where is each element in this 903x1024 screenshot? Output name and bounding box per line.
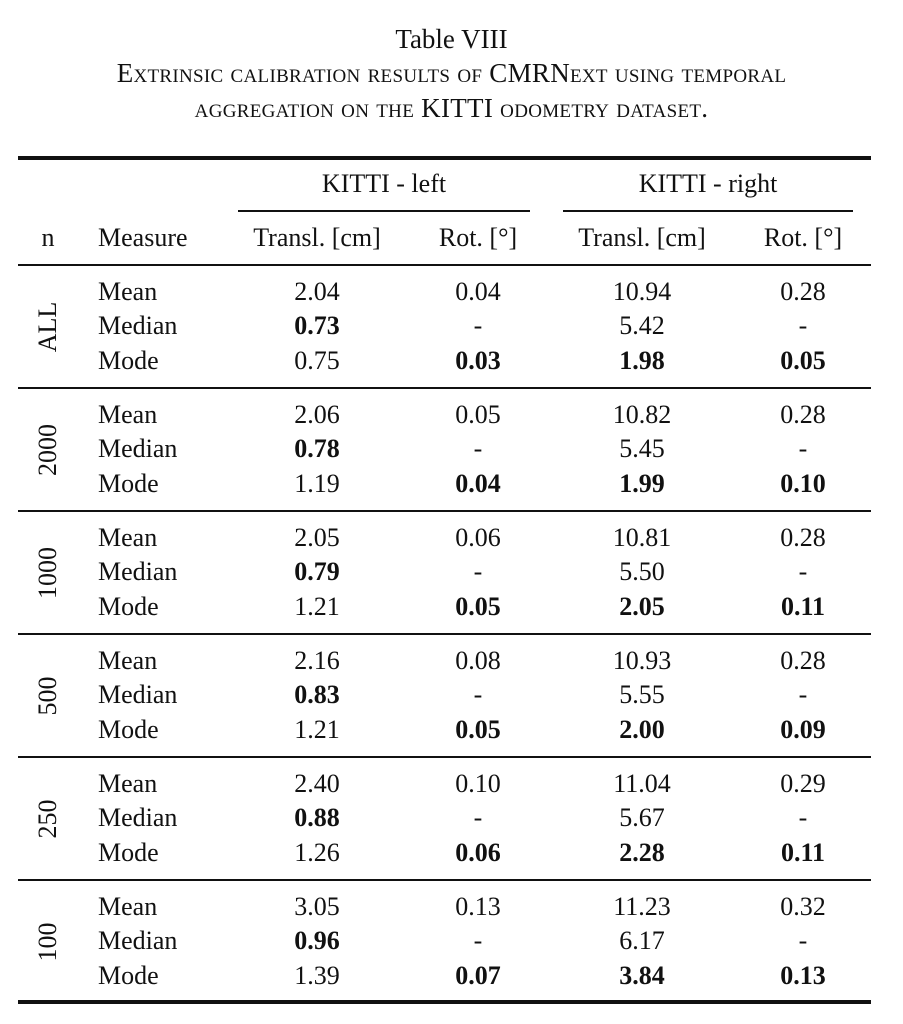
table-cell: 11.04 bbox=[613, 769, 671, 798]
measure-cell: Median bbox=[98, 803, 178, 832]
table-cell-best: 0.05 bbox=[455, 715, 501, 744]
group-n-label: 1000 bbox=[33, 547, 62, 599]
table-cell: 2.16 bbox=[294, 646, 340, 675]
table-cell: 2.40 bbox=[294, 769, 340, 798]
table-cell-best: 0.03 bbox=[455, 346, 501, 375]
table-cell: 10.82 bbox=[612, 400, 672, 429]
table-cell: 5.42 bbox=[619, 311, 665, 340]
header-col-transl-right: Transl. [cm] bbox=[578, 223, 706, 252]
table-cell: 11.23 bbox=[613, 892, 671, 921]
table-group bbox=[0, 266, 903, 388]
measure-cell: Median bbox=[98, 926, 178, 955]
header-group-kitti-left: KITTI - left bbox=[321, 169, 447, 198]
table-caption-line-2: aggregation on the KITTI odometry dataset. bbox=[194, 93, 709, 123]
table-cell-best: 0.10 bbox=[780, 469, 826, 498]
table-cell: 5.55 bbox=[619, 680, 665, 709]
table-cell: 0.28 bbox=[780, 646, 826, 675]
table-cell: 1.21 bbox=[294, 715, 340, 744]
table-cell: 3.05 bbox=[294, 892, 340, 921]
header-col-measure: Measure bbox=[98, 223, 188, 252]
table-cell: 0.75 bbox=[294, 346, 340, 375]
table-cell: - bbox=[798, 680, 808, 709]
table-cell: 10.81 bbox=[612, 523, 672, 552]
table-cell: 0.28 bbox=[780, 523, 826, 552]
group-n-label: ALL bbox=[33, 301, 62, 353]
header-col-rot-left: Rot. [°] bbox=[438, 223, 518, 252]
table-cell: 1.39 bbox=[294, 961, 340, 990]
table-label: Table VIII bbox=[395, 24, 508, 54]
group-n-label: 2000 bbox=[33, 424, 62, 476]
table-cell: 5.45 bbox=[619, 434, 665, 463]
header-col-transl-left: Transl. [cm] bbox=[253, 223, 381, 252]
table-cell-best: 0.13 bbox=[780, 961, 826, 990]
measure-cell: Median bbox=[98, 434, 178, 463]
table-cell-best: 2.28 bbox=[619, 838, 665, 867]
header-col-n: n bbox=[41, 223, 55, 252]
table-cell: - bbox=[798, 926, 808, 955]
table-cell: - bbox=[798, 557, 808, 586]
group-n-label: 250 bbox=[33, 799, 62, 839]
table-cell-best: 1.98 bbox=[619, 346, 665, 375]
table-bottom-rule bbox=[18, 1000, 871, 1004]
measure-cell: Mean bbox=[98, 646, 158, 675]
table-cell-best: 1.99 bbox=[619, 469, 665, 498]
table-cell: 6.17 bbox=[619, 926, 665, 955]
header-cmidrule-left bbox=[238, 210, 530, 212]
measure-cell: Mean bbox=[98, 277, 158, 306]
table-cell: 2.04 bbox=[294, 277, 340, 306]
table-cell-best: 0.09 bbox=[780, 715, 826, 744]
header-group-kitti-right: KITTI - right bbox=[638, 169, 778, 198]
group-n-label: 100 bbox=[33, 922, 62, 962]
table-group bbox=[0, 635, 903, 757]
table-cell: 2.06 bbox=[294, 400, 340, 429]
measure-cell: Mode bbox=[98, 838, 159, 867]
table-group bbox=[0, 758, 903, 880]
table-cell: 5.67 bbox=[619, 803, 665, 832]
header-col-rot-right: Rot. [°] bbox=[763, 223, 843, 252]
table-cell: 1.26 bbox=[294, 838, 340, 867]
measure-cell: Mean bbox=[98, 892, 158, 921]
table-cell: 0.04 bbox=[455, 277, 501, 306]
table-top-rule bbox=[18, 156, 871, 160]
table-cell: 10.93 bbox=[612, 646, 672, 675]
table-cell: - bbox=[473, 311, 483, 340]
table-cell: - bbox=[473, 926, 483, 955]
table-cell: 0.29 bbox=[780, 769, 826, 798]
table-cell: - bbox=[473, 557, 483, 586]
measure-cell: Mode bbox=[98, 469, 159, 498]
table-caption-line-1: Extrinsic calibration results of CMRNext using temporal bbox=[116, 58, 787, 88]
table-cell-best: 0.07 bbox=[455, 961, 501, 990]
table-cell-best: 0.05 bbox=[780, 346, 826, 375]
table-cell: 0.28 bbox=[780, 400, 826, 429]
table-group bbox=[0, 389, 903, 511]
table-cell: - bbox=[798, 803, 808, 832]
table-group bbox=[0, 512, 903, 634]
measure-cell: Mode bbox=[98, 715, 159, 744]
table-cell: - bbox=[473, 680, 483, 709]
table-cell: 5.50 bbox=[619, 557, 665, 586]
table-cell-best: 0.96 bbox=[294, 926, 340, 955]
measure-cell: Mode bbox=[98, 961, 159, 990]
table-cell: 1.19 bbox=[294, 469, 340, 498]
measure-cell: Median bbox=[98, 557, 178, 586]
measure-cell: Median bbox=[98, 680, 178, 709]
table-cell: 2.05 bbox=[294, 523, 340, 552]
measure-cell: Mean bbox=[98, 769, 158, 798]
table-cell: - bbox=[473, 434, 483, 463]
table-cell: 0.32 bbox=[780, 892, 826, 921]
table-cell: - bbox=[473, 803, 483, 832]
table-cell: 1.21 bbox=[294, 592, 340, 621]
measure-cell: Mean bbox=[98, 400, 158, 429]
measure-cell: Mode bbox=[98, 346, 159, 375]
table-cell-best: 0.78 bbox=[294, 434, 340, 463]
table-cell-best: 0.11 bbox=[780, 592, 826, 621]
table-cell-best: 0.06 bbox=[455, 838, 501, 867]
table-group bbox=[0, 881, 903, 1003]
table-cell-best: 0.88 bbox=[294, 803, 340, 832]
table-cell-best: 3.84 bbox=[619, 961, 665, 990]
table-cell-best: 2.05 bbox=[619, 592, 665, 621]
measure-cell: Mean bbox=[98, 523, 158, 552]
measure-cell: Median bbox=[98, 311, 178, 340]
table-cell: 0.10 bbox=[455, 769, 501, 798]
table-cell-best: 0.05 bbox=[455, 592, 501, 621]
table-cell-best: 0.83 bbox=[294, 680, 340, 709]
table-cell-best: 0.73 bbox=[294, 311, 340, 340]
table-cell-best: 0.04 bbox=[455, 469, 501, 498]
table-cell: 0.28 bbox=[780, 277, 826, 306]
table-cell-best: 2.00 bbox=[619, 715, 665, 744]
table-cell: 10.94 bbox=[612, 277, 672, 306]
table-cell-best: 0.79 bbox=[294, 557, 340, 586]
table-cell: 0.05 bbox=[455, 400, 501, 429]
table-cell: 0.08 bbox=[455, 646, 501, 675]
header-cmidrule-right bbox=[563, 210, 853, 212]
table-cell: - bbox=[798, 311, 808, 340]
table-cell: 0.13 bbox=[455, 892, 501, 921]
table-cell-best: 0.11 bbox=[780, 838, 826, 867]
table-cell: - bbox=[798, 434, 808, 463]
group-n-label: 500 bbox=[33, 676, 62, 716]
table-cell: 0.06 bbox=[455, 523, 501, 552]
measure-cell: Mode bbox=[98, 592, 159, 621]
